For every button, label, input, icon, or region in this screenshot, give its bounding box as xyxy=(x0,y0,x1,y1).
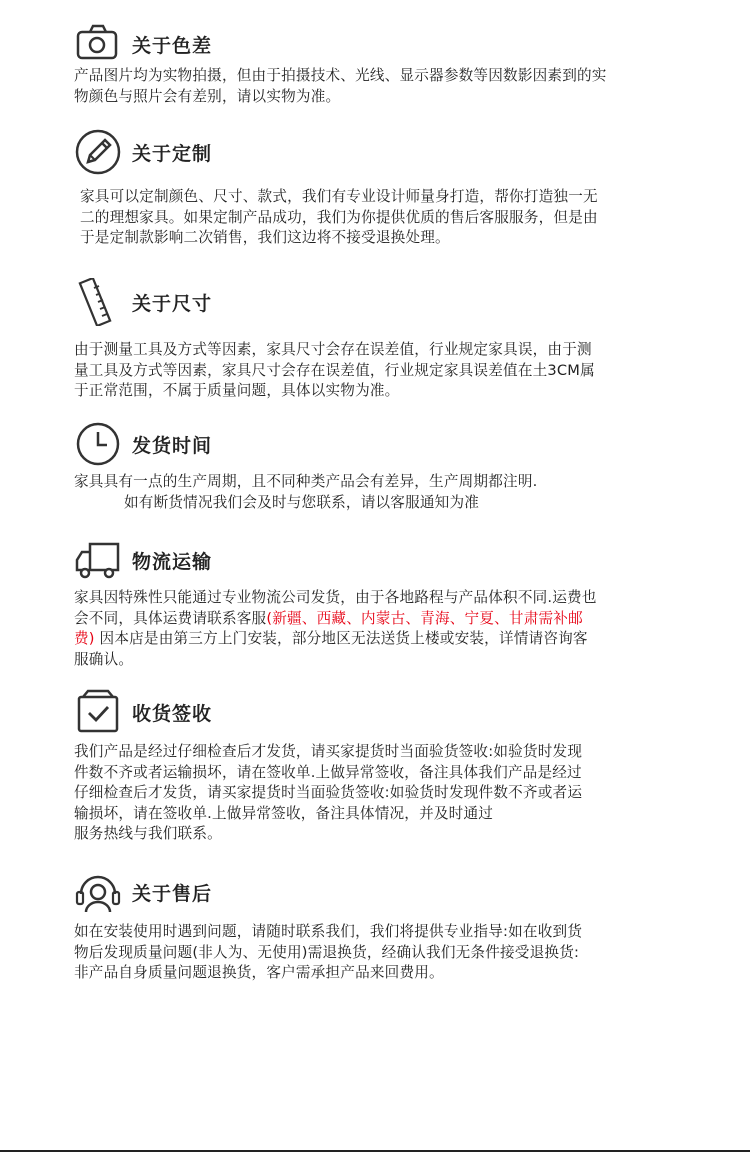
text-line: 家具具有一点的生产周期，且不同种类产品会有差异，生产周期都注明. xyxy=(74,473,538,490)
text-line: 如在安装使用时遇到问题，请随时联系我们，我们将提供专业指导:如在收到货 xyxy=(74,923,583,940)
section-receiving-body xyxy=(74,742,694,845)
bottom-divider xyxy=(0,1150,750,1152)
section-title: 关于售后 xyxy=(132,882,213,905)
section-title: 收货签收 xyxy=(132,702,213,725)
text-line: 服确认。 xyxy=(74,650,134,668)
text-line: 输损坏，请在签收单.上做异常签收，备注具体情况，并及时通过 xyxy=(74,804,494,822)
text-line: 量工具及方式等因素，家具尺寸会存在误差值，行业规定家具误差值在土3CM属 xyxy=(74,361,595,379)
text-line: 产品图片均为实物拍摄，但由于拍摄技术、光线、显示器参数等因数影因素到的实 xyxy=(74,67,607,84)
text-line: 家具因特殊性只能通过专业物流公司发货，由于各地路程与产品体积不同.运费也 xyxy=(74,589,597,606)
text-line: 如有断货情况我们会及时与您联系，请以客服通知为准 xyxy=(124,493,480,511)
text-line: 家具可以定制颜色、尺寸、款式，我们有专业设计师量身打造，帮你打造独一无 xyxy=(80,188,598,205)
section-logistics-header xyxy=(74,536,212,584)
pencil-circle-icon xyxy=(74,128,122,176)
text-line: 物后发现质量问题(非人为、无使用)需退换货，经确认我们无条件接受退换货: xyxy=(74,943,580,961)
highlight-regions: (新疆、西藏、内蒙古、青海、宁夏、甘肃需补邮 xyxy=(266,609,583,627)
text-line: 由于测量工具及方式等因素，家具尺寸会存在误差值，行业规定家具误，由于测 xyxy=(74,341,592,358)
text-line: 于正常范围，不属于质量问题，具体以实物为准。 xyxy=(74,382,400,399)
section-shipping-body xyxy=(74,472,694,513)
text-line: 服务热线与我们联系。 xyxy=(74,825,222,842)
text-line xyxy=(74,609,694,630)
section-title: 关于尺寸 xyxy=(132,292,213,315)
section-color-body xyxy=(74,66,694,107)
section-custom-body xyxy=(80,187,700,249)
camera-icon xyxy=(74,20,122,68)
check-box-icon xyxy=(74,688,122,736)
section-size-header xyxy=(74,278,212,326)
highlight-regions: 费) xyxy=(74,630,95,647)
text-line: 仔细检查后才发货，请买家提货时当面验货签收:如验货时发现件数不齐或者运 xyxy=(74,784,583,801)
text-line: 于是定制款影响二次销售，我们这边将不接受退换处理。 xyxy=(80,229,450,246)
truck-icon xyxy=(74,536,122,584)
section-title: 关于定制 xyxy=(132,142,213,165)
text-line: 我们产品是经过仔细检查后才发货，请买家提货时当面验货签收:如验货时发现 xyxy=(74,743,583,760)
section-color-header xyxy=(74,20,212,68)
section-title: 物流运输 xyxy=(132,550,213,573)
section-receiving-header xyxy=(74,688,212,736)
text-segment: 因本店是由第三方上门安装，部分地区无法送货上楼或安装，详情请咨询客 xyxy=(94,630,588,647)
section-custom-header xyxy=(74,128,212,176)
section-size-body xyxy=(74,340,694,402)
section-shipping-header xyxy=(74,420,212,468)
customer-service-icon xyxy=(74,868,122,916)
text-line: 二的理想家具。如果定制产品成功，我们为你提供优质的售后客服服务，但是由 xyxy=(80,208,598,226)
section-aftersales-header xyxy=(74,868,212,916)
section-title: 关于色差 xyxy=(132,34,213,57)
clock-icon xyxy=(74,420,122,468)
text-line: 件数不齐或者运输损坏，请在签收单.上做异常签收，备注具体我们产品是经过 xyxy=(74,763,582,781)
section-aftersales-body xyxy=(74,922,694,984)
section-title: 发货时间 xyxy=(132,434,213,457)
text-line xyxy=(74,629,694,650)
text-line: 非产品自身质量问题退换货，客户需承担产品来回费用。 xyxy=(74,964,444,981)
text-segment: 会不同，具体运费请联系客服 xyxy=(74,609,267,627)
section-logistics-body xyxy=(74,588,694,670)
ruler-icon xyxy=(74,278,122,326)
text-line: 物颜色与照片会有差别，请以实物为准。 xyxy=(74,87,341,105)
